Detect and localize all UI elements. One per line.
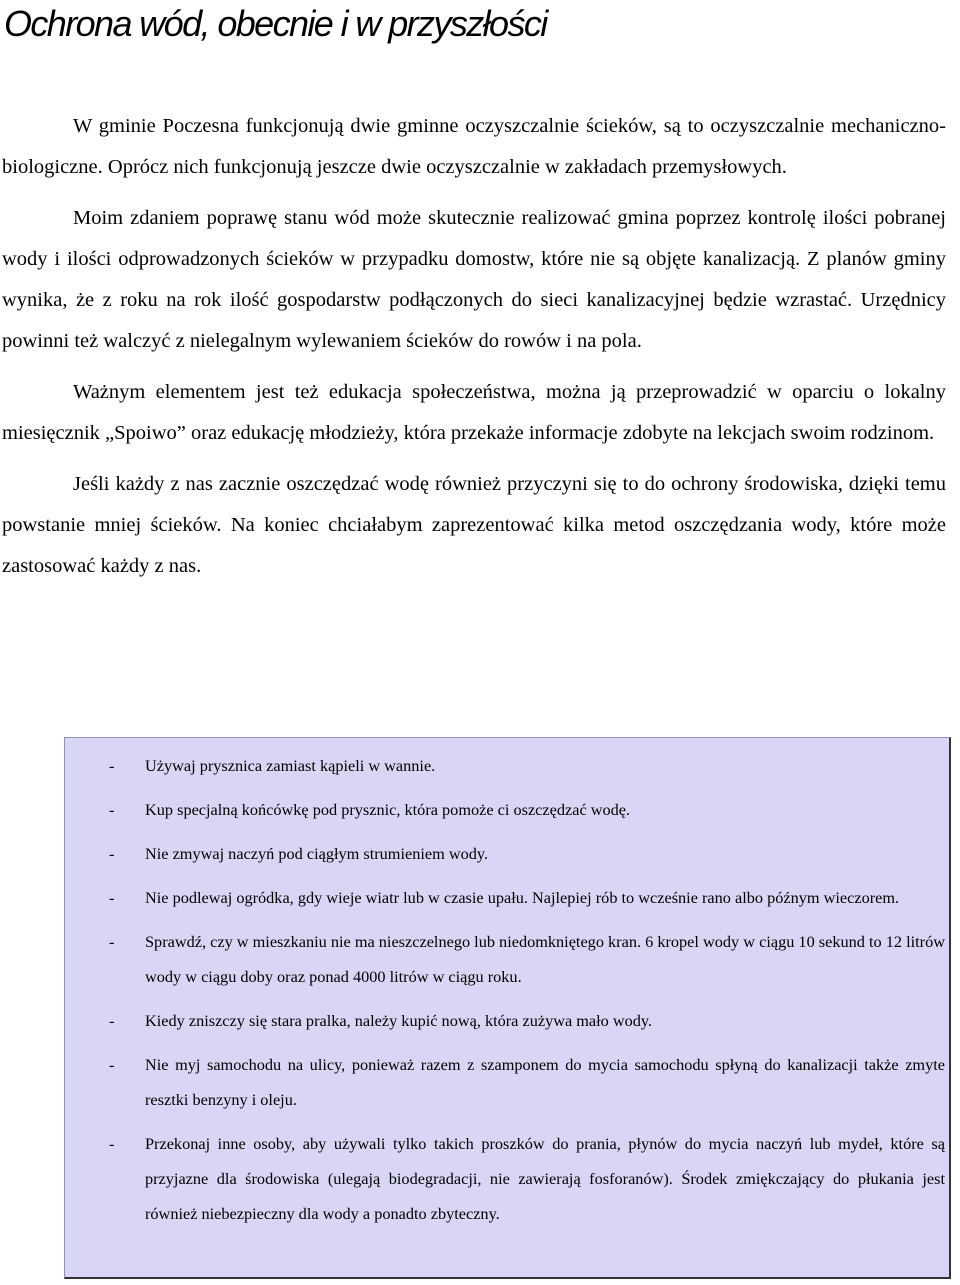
tip-item [109, 1047, 945, 1117]
tip-text: Nie podlewaj ogródka, gdy wieje wiatr lub w czasie upału. Najlepiej rób to wcześnie rano albo późnym wieczorem. [145, 888, 900, 907]
tip-item [109, 1003, 945, 1038]
paragraph-municipality-role: Moim zdaniem poprawę stanu wód może skutecznie realizować gmina poprzez kontrolę ilości pobranej wody i ilości odprowadzonych ścieków w przypadku domostw, które nie są objęte kanalizacją. Z planów gminy wynika, że z roku na rok ilość gospodarstw podłączonych do sieci kanalizacyjnej będzie wzrastać. Urzędnicy powinni też walczyć z nielegalnym wylewaniem ścieków do rowów i na pola. [2, 207, 946, 352]
tip-text: Nie zmywaj naczyń pod ciągłym strumieniem wody. [145, 844, 489, 863]
tip-bullet: - [109, 800, 115, 819]
tip-item [109, 836, 945, 871]
tip-bullet: - [109, 888, 115, 907]
tip-item [109, 880, 945, 915]
tip-item [109, 748, 945, 783]
article-body [2, 106, 946, 597]
tip-item [109, 924, 945, 994]
tips-list [109, 748, 945, 1240]
tip-text: Nie myj samochodu na ulicy, ponieważ razem z szamponem do mycia samochodu spłyną do kanalizacji także zmyte resztki benzyny i oleju. [145, 1055, 945, 1109]
tip-bullet: - [109, 1055, 115, 1074]
tip-bullet: - [109, 1011, 115, 1030]
page-title: Ochrona wód, obecnie i w przyszłości [4, 3, 547, 44]
tip-text: Sprawdź, czy w mieszkaniu nie ma nieszczelnego lub niedomkniętego kran. 6 kropel wody w ciągu 10 sekund to 12 litrów wody w ciągu doby oraz ponad 4000 litrów w ciągu roku. [145, 932, 945, 986]
tip-text: Przekonaj inne osoby, aby używali tylko takich proszków do prania, płynów do mycia naczyń lub mydeł, które są przyjazne dla środowiska (ulegają biodegradacji, nie zawierają fosforanów). Środek zmiękczający do płukania jest również niebezpieczny dla wody a ponadto zbyteczny. [145, 1134, 945, 1223]
tip-bullet: - [109, 844, 115, 863]
tip-text: Używaj prysznica zamiast kąpieli w wannie. [145, 756, 436, 775]
paragraph-saving-water: Jeśli każdy z nas zacznie oszczędzać wodę również przyczyni się to do ochrony środowiska, dzięki temu powstanie mniej ścieków. Na koniec chciałabym zaprezentować kilka metod oszczędzania wody, które może zastosować każdy z nas. [2, 473, 946, 577]
tip-bullet: - [109, 1134, 115, 1153]
tip-text: Kup specjalną końcówkę pod prysznic, która pomoże ci oszczędzać wodę. [145, 800, 631, 819]
tip-bullet: - [109, 756, 115, 775]
paragraph-education: Ważnym elementem jest też edukacja społeczeństwa, można ją przeprowadzić w oparciu o lokalny miesięcznik „Spoiwo” oraz edukację młodzieży, która przekaże informacje zdobyte na lekcjach swoim rodzinom. [2, 381, 946, 444]
tip-item [109, 1126, 945, 1231]
tip-text: Kiedy zniszczy się stara pralka, należy kupić nową, która zużywa mało wody. [145, 1011, 653, 1030]
water-saving-tips-box [64, 737, 951, 1279]
tip-item [109, 792, 945, 827]
tip-bullet: - [109, 932, 115, 951]
paragraph-treatment-plants: W gminie Poczesna funkcjonują dwie gminne oczyszczalnie ścieków, są to oczyszczalnie mechaniczno-biologiczne. Oprócz nich funkcjonują jeszcze dwie oczyszczalnie w zakładach przemysłowych. [2, 115, 946, 178]
